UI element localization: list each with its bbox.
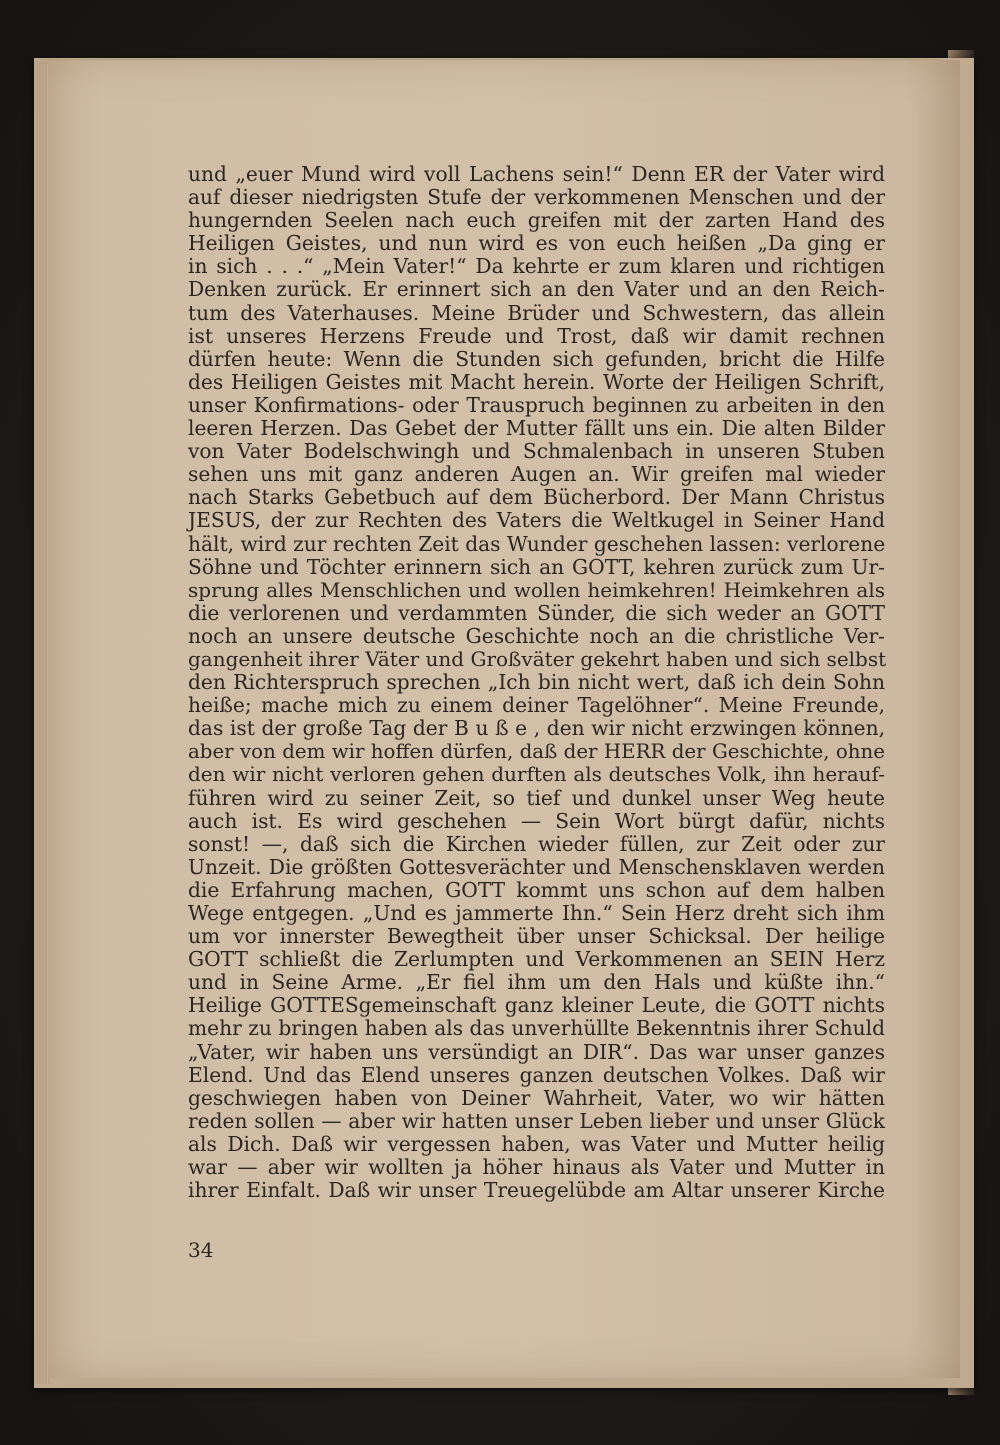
text-line: Söhne und Töchter erinnern sich an GOTT, kehren zurück zum Ur- (188, 554, 885, 579)
text-line: sprung alles Menschlichen und wollen heimkehren! Heimkehren als (188, 577, 885, 602)
text-line: Denken zurück. Er erinnert sich an den Vater und an den Reich- (188, 277, 885, 302)
text-line: mehr zu bringen haben als das unverhüllte Bekenntnis ihrer Schuld (188, 1016, 885, 1041)
text-line: auf dieser niedrigsten Stufe der verkommenen Menschen und der (188, 185, 885, 210)
text-line: noch an unsere deutsche Geschichte noch an die christliche Ver- (188, 623, 885, 648)
text-line: GOTT schließt die Zerlumpten und Verkommenen an SEIN Herz (188, 947, 885, 972)
text-line: ihrer Einfalt. Daß wir unser Treuegelübde am Altar unserer Kirche (188, 1178, 885, 1203)
text-line: in sich . . .“ „Mein Vater!“ Da kehrte er zum klaren und richtigen (188, 254, 885, 279)
text-line: sehen uns mit ganz anderen Augen an. Wir greifen mal wieder (188, 462, 885, 487)
text-line: tum des Vaterhauses. Meine Brüder und Schwestern, das allein (188, 300, 885, 325)
text-line: ist unseres Herzens Freude und Trost, daß wir damit rechnen (188, 323, 885, 348)
text-line: und in Seine Arme. „Er fiel ihm um den Hals und küßte ihn.“ (188, 970, 885, 995)
text-line: die Erfahrung machen, GOTT kommt uns schon auf dem halben (188, 877, 885, 902)
text-line: Wege entgegen. „Und es jammerte Ihn.“ Sein Herz dreht sich ihm (188, 901, 885, 925)
text-line: als Dich. Daß wir vergessen haben, was Vater und Mutter heilig (188, 1131, 885, 1156)
text-line: das ist der große Tag der B u ß e , den wir nicht erzwingen können, (188, 716, 885, 741)
text-line: und „euer Mund wird voll Lachens sein!“ Denn ER der Vater wird (188, 162, 885, 186)
text-line: Elend. Und das Elend unseres ganzen deutschen Volkes. Daß wir (188, 1062, 885, 1087)
text-line: Unzeit. Die größten Gottesverächter und Menschensklaven werden (188, 854, 885, 879)
text-line: leeren Herzen. Das Gebet der Mutter fällt uns ein. Die alten Bilder (188, 416, 885, 441)
body-text (188, 163, 885, 1202)
text-line: heiße; mache mich zu einem deiner Tagelöhner“. Meine Freunde, (188, 693, 885, 718)
text-line: auch ist. Es wird geschehen — Sein Wort bürgt dafür, nichts (188, 808, 885, 833)
text-line: von Vater Bodelschwingh und Schmalenbach in unseren Stuben (188, 439, 885, 464)
text-line: sonst! —, daß sich die Kirchen wieder füllen, zur Zeit oder zur (188, 831, 885, 856)
text-line: JESUS, der zur Rechten des Vaters die Weltkugel in Seiner Hand (188, 508, 885, 533)
text-line: des Heiligen Geistes mit Macht herein. Worte der Heiligen Schrift, (188, 369, 885, 394)
text-line: die verlorenen und verdammten Sünder, die sich weder an GOTT (188, 600, 885, 625)
text-line: um vor innerster Bewegtheit über unser Schicksal. Der heilige (188, 924, 885, 949)
text-line: gangenheit ihrer Väter und Großväter gekehrt haben und sich selbst (188, 646, 887, 671)
text-line: unser Konfirmations- oder Trauspruch beginnen zu arbeiten in den (188, 392, 885, 417)
text-line: hält, wird zur rechten Zeit das Wunder geschehen lassen: verlorene (188, 531, 886, 556)
text-line: Heilige GOTTESgemeinschaft ganz kleiner Leute, die GOTT nichts (188, 993, 885, 1018)
text-line: den Richterspruch sprechen „Ich bin nicht wert, daß ich dein Sohn (188, 670, 885, 695)
text-line: geschwiegen haben von Deiner Wahrheit, Vater, wo wir hätten (188, 1085, 885, 1110)
text-line: „Vater, wir haben uns versündigt an DIR“. Das war unser ganzes (188, 1039, 885, 1064)
text-line: reden sollen — aber wir hatten unser Leben lieber und unser Glück (188, 1108, 885, 1133)
text-line: hungernden Seelen nach euch greifen mit der zarten Hand des (188, 208, 885, 233)
text-line: dürfen heute: Wenn die Stunden sich gefunden, bricht die Hilfe (188, 346, 885, 371)
text-line: nach Starks Gebetbuch auf dem Bücherbord. Der Mann Christus (188, 485, 885, 510)
text-line: Heiligen Geistes, und nun wird es von euch heißen „Da ging er (188, 231, 885, 256)
text-line: aber von dem wir hoffen dürfen, daß der HERR der Geschichte, ohne (188, 740, 885, 764)
page-number: 34 (188, 1238, 214, 1262)
text-line: führen wird zu seiner Zeit, so tief und dunkel unser Weg heute (188, 785, 885, 810)
text-line: den wir nicht verloren gehen durften als deutsches Volk, ihn herauf- (188, 762, 885, 787)
text-line: war — aber wir wollten ja höher hinaus als Vater und Mutter in (188, 1155, 885, 1180)
